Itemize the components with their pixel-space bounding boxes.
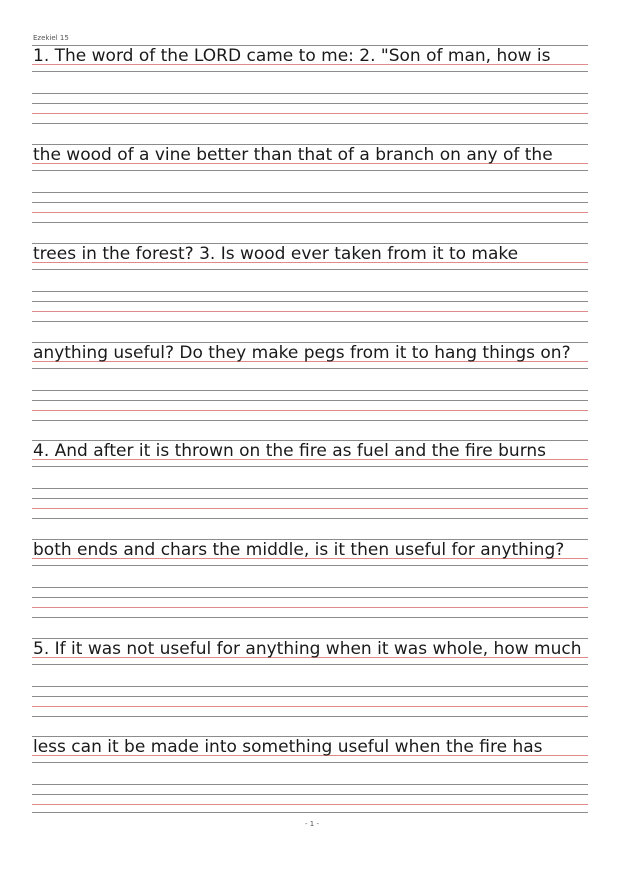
guide-line — [32, 192, 588, 193]
text-line: 4. And after it is thrown on the fire as fuel and the fire burns — [33, 441, 547, 461]
writing-block — [32, 537, 588, 627]
guide-line — [32, 617, 588, 618]
guide-line — [32, 103, 588, 104]
writing-block — [32, 43, 588, 133]
guide-line — [32, 71, 588, 72]
text-line: trees in the forest? 3. Is wood ever taken from it to make — [33, 244, 519, 264]
page-header: Ezekiel 15 — [33, 34, 69, 42]
guide-line — [32, 664, 588, 665]
guide-line — [32, 784, 588, 785]
text-line: 1. The word of the LORD came to me: 2. "Son of man, how is — [33, 46, 551, 66]
page-number: - 1 - — [305, 820, 319, 828]
guide-line — [32, 706, 588, 707]
guide-line — [32, 812, 588, 813]
guide-line — [32, 202, 588, 203]
guide-line — [32, 420, 588, 421]
guide-line — [32, 93, 588, 94]
guide-line — [32, 222, 588, 223]
guide-line — [32, 113, 588, 114]
guide-line — [32, 301, 588, 302]
guide-line — [32, 311, 588, 312]
text-line: 5. If it was not useful for anything when it was whole, how much — [33, 639, 582, 659]
guide-line — [32, 607, 588, 608]
writing-block — [32, 438, 588, 528]
guide-line — [32, 466, 588, 467]
guide-line — [32, 400, 588, 401]
text-line: anything useful? Do they make pegs from it to hang things on? — [33, 343, 571, 363]
writing-block — [32, 734, 588, 824]
guide-line — [32, 368, 588, 369]
guide-line — [32, 498, 588, 499]
guide-line — [32, 804, 588, 805]
guide-line — [32, 410, 588, 411]
guide-line — [32, 716, 588, 717]
guide-line — [32, 390, 588, 391]
guide-line — [32, 291, 588, 292]
guide-line — [32, 794, 588, 795]
writing-block — [32, 142, 588, 232]
guide-line — [32, 518, 588, 519]
guide-line — [32, 508, 588, 509]
writing-block — [32, 340, 588, 430]
guide-line — [32, 762, 588, 763]
guide-line — [32, 269, 588, 270]
guide-line — [32, 488, 588, 489]
guide-line — [32, 696, 588, 697]
guide-line — [32, 686, 588, 687]
writing-block — [32, 241, 588, 331]
text-line: the wood of a vine better than that of a branch on any of the — [33, 145, 553, 165]
guide-line — [32, 170, 588, 171]
writing-block — [32, 636, 588, 726]
guide-line — [32, 321, 588, 322]
text-line: both ends and chars the middle, is it then useful for anything? — [33, 540, 565, 560]
text-line: less can it be made into something useful when the fire has — [33, 737, 543, 757]
guide-line — [32, 587, 588, 588]
guide-line — [32, 123, 588, 124]
guide-line — [32, 212, 588, 213]
guide-line — [32, 597, 588, 598]
guide-line — [32, 565, 588, 566]
